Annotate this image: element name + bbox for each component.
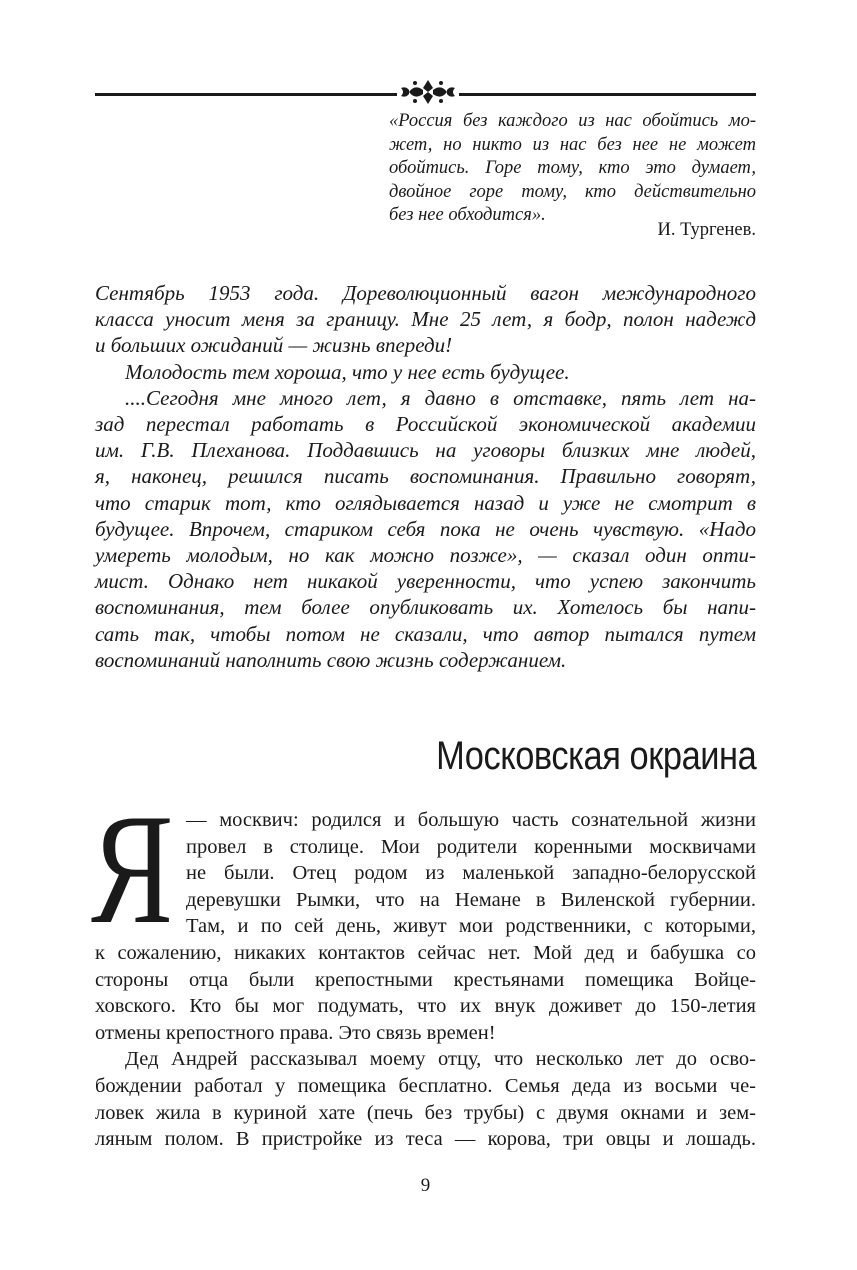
body-line: деревушки Рымки, что на Немане в Виленской губернии. xyxy=(186,888,756,911)
chapter-body xyxy=(95,807,756,1153)
body-line: Там, и по сей день, живут мои родственники, с которыми, xyxy=(186,915,756,938)
intro-line: сать так, чтобы потом не сказали, что автор пытался путем xyxy=(95,621,756,646)
intro-paragraphs xyxy=(95,280,756,673)
header-rule-right xyxy=(459,93,756,96)
intro-line: им. Г.В. Плеханова. Поддавшись на уговоры близких мне людей, xyxy=(95,438,756,463)
intro-line: ....Сегодня мне много лет, я давно в отставке, пять лет на- xyxy=(125,385,756,410)
drop-cap: Я xyxy=(91,782,174,957)
intro-line: зад перестал работать в Российской экономической академии xyxy=(95,412,756,437)
body-line: провел в столице. Мои родители коренными москвичами xyxy=(186,835,756,858)
fleuron-divider-icon xyxy=(399,78,457,106)
epigraph-line: без нее обходится». xyxy=(389,205,546,225)
intro-line: умереть молодым, но как можно позже», — сказал один опти- xyxy=(95,543,756,568)
body-line: стороны отца были крепостными крестьянами помещика Войце- xyxy=(95,968,756,991)
epigraph-line: двойное горе тому, кто действительно xyxy=(389,181,756,202)
body-line: ховского. Кто бы мог подумать, что их внук доживет до 150-летия xyxy=(95,995,756,1018)
body-line: ляным полом. В пристройке из теса — корова, три овцы и лошадь. xyxy=(95,1128,756,1151)
intro-line: что старик тот, кто оглядывается назад и уже не смотрит в xyxy=(95,490,756,515)
epigraph xyxy=(389,110,756,228)
body-line: не были. Отец родом из маленькой западно-белорусской xyxy=(186,862,756,885)
body-line: ловек жила в куриной хате (печь без трубы) с двумя окнами и зем- xyxy=(95,1101,756,1124)
body-line: отмены крепостного права. Это связь времен! xyxy=(95,1021,496,1044)
intro-line: класса уносит меня за границу. Мне 25 лет, я бодр, полон надежд xyxy=(95,307,756,332)
intro-line: я, наконец, решился писать воспоминания. Правильно говорят, xyxy=(95,464,756,489)
page-number: 9 xyxy=(420,1175,431,1196)
body-line: к сожалению, никаких контактов сейчас нет. Мой дед и бабушка со xyxy=(95,941,756,964)
intro-line: Сентябрь 1953 года. Дореволюционный вагон международного xyxy=(95,281,756,305)
epigraph-author: И. Тургенев. xyxy=(657,220,756,240)
header-rule-left xyxy=(95,93,397,96)
intro-line: и больших ожиданий — жизнь впереди! xyxy=(95,333,453,358)
body-line: Дед Андрей рассказывал моему отцу, что несколько лет до осво- xyxy=(125,1048,756,1071)
intro-line: мист. Однако нет никакой уверенности, что успею закончить xyxy=(95,569,756,594)
body-line: бождении работал у помещика бесплатно. Семья деда из восьми че- xyxy=(95,1074,756,1097)
book-page xyxy=(91,0,756,1270)
epigraph-line: «Россия без каждого из нас обойтись мо- xyxy=(389,111,756,131)
epigraph-line: жет, но никто из нас без нее не может xyxy=(389,134,756,155)
epigraph-line: обойтись. Горе тому, кто это думает, xyxy=(389,158,756,178)
intro-line: будущее. Впрочем, стариком себя пока не очень чувствую. «Надо xyxy=(95,516,756,541)
intro-line: Молодость тем хороша, что у нее есть будущее. xyxy=(125,359,570,384)
intro-line: воспоминания, тем более опубликовать их. Хотелось бы напи- xyxy=(95,595,756,620)
chapter-title: Московская окраина xyxy=(435,734,756,778)
intro-line: воспоминаний наполнить свою жизнь содержанием. xyxy=(95,647,567,672)
body-line: — москвич: родился и большую часть сознательной жизни xyxy=(186,809,756,831)
